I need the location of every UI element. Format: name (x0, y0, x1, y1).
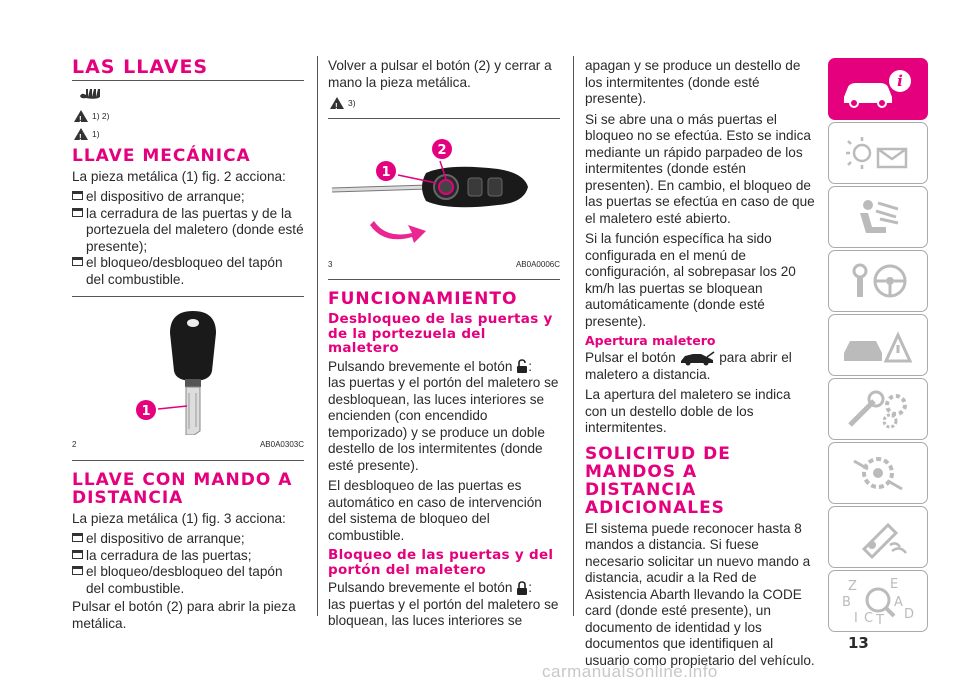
warning-row-1 (74, 108, 304, 125)
paragraph: Si la función específica ha sido configurada en el menú de configuración, al sobrepasar los 20 km/h las puertas se bloquean automáticamente (donde esté presente). (585, 231, 796, 329)
subheading-apertura-maletero: Apertura maletero (585, 333, 716, 348)
lock-icon (516, 581, 528, 596)
dashboard-lights-icon (838, 131, 918, 175)
callout-1: 1 (141, 404, 151, 419)
paragraph: Pulsar el botón para abrir el maletero a distancia. (585, 350, 792, 382)
warning-triangle-icon (838, 323, 918, 367)
subheading-bloqueo: Bloqueo de las puertas y del portón del maletero (328, 547, 554, 578)
paragraph: Pulsando brevemente el botón : las puertas y el portón del maletero se bloquean, las luces interiores se (328, 580, 559, 628)
list-item: el bloqueo/desbloqueo del tapón del combustible. (72, 255, 304, 288)
page-title: LAS LLAVES (72, 56, 209, 78)
tab-dashboard-lights[interactable] (828, 122, 928, 184)
page-number: 13 (848, 634, 869, 652)
multimedia-icon (838, 515, 918, 559)
index-letters-icon (838, 576, 918, 626)
section-heading-funcionamiento: FUNCIONAMIENTO (328, 289, 518, 309)
paragraph: La pieza metálica (1) fig. 3 acciona: (72, 510, 286, 526)
svg-text:i: i (897, 72, 903, 90)
specs-wrench-icon (838, 451, 918, 495)
bullet-icon (72, 533, 83, 542)
section-heading-llave-mecanica: LLAVE MECÁNICA (72, 145, 251, 166)
index-letter: D (904, 607, 915, 622)
key-steering-icon (838, 259, 918, 303)
warning-refs-2: 1) (92, 129, 100, 139)
title-rule (72, 80, 304, 81)
trunk-open-icon (679, 350, 715, 366)
figure-caption (328, 257, 560, 274)
paragraph: La apertura del maletero se indica con un destello doble de los intermitentes. (585, 387, 791, 435)
callout-1: 1 (381, 164, 391, 180)
car-info-icon (838, 67, 918, 111)
figure-2 (72, 303, 304, 435)
figure-rule-top (72, 296, 304, 297)
index-letter: E (890, 577, 899, 592)
index-letter: T (876, 613, 884, 626)
tab-car-info[interactable] (828, 58, 928, 120)
column-rule-2 (573, 56, 574, 616)
bullet-icon (72, 566, 83, 575)
remote-key-illustration (328, 125, 560, 255)
index-letter: C (864, 611, 874, 626)
figure-caption (72, 437, 304, 454)
warning-row-2 (74, 126, 304, 143)
paragraph: apagan y se produce un destello de los intermitentes (donde esté presente). (585, 58, 801, 106)
paragraph: La pieza metálica (1) fig. 2 acciona: (72, 168, 286, 184)
figure-code: AB0A0303C (259, 440, 304, 449)
list-item: el dispositivo de arranque; (72, 189, 304, 206)
paragraph: Si se abre una o más puertas el bloqueo no se efectúa. Esto se indica mediante un rápido parpadeo de los intermitentes (donde estén presenten). En cambio, el bloqueo de las puertas se efectúa en caso de que el maletero esté abierto. (585, 111, 815, 226)
tab-safety[interactable] (828, 186, 928, 248)
section-heading-solicitud: SOLICITUD DE MANDOS A DISTANCIA ADICIONALES (585, 443, 731, 518)
bullet-icon (72, 550, 83, 559)
airbag-seat-icon (838, 195, 918, 239)
warning-icon (74, 110, 88, 122)
figure-number: 3 (328, 259, 333, 269)
mechanical-key-illustration (72, 303, 304, 435)
figure-3 (328, 125, 560, 255)
index-letter: Z (848, 579, 857, 594)
manual-book-icon (78, 85, 304, 106)
figure-number: 2 (72, 440, 77, 449)
index-letter: I (854, 611, 858, 626)
tab-index[interactable] (828, 570, 928, 632)
tab-emergency[interactable] (828, 314, 928, 376)
figure-code: AB0A0006C (515, 259, 560, 269)
paragraph: Pulsar el botón (2) para abrir la pieza metálica. (72, 599, 296, 631)
paragraph: Pulsando brevemente el botón : las puertas y el portón del maletero se desbloquean, las luces interiores se encienden (con encendido temporizado) y se produce un doble destello de los intermitentes (donde esté presente). (328, 358, 559, 473)
paragraph: El sistema puede reconocer hasta 8 mandos a distancia. Si fuese necesario solicitar un nuevo mando a distancia, acudir a la Red de Asistencia Abarth llevando la CODE card (donde esté presente), un documento de identidad y los documentos que identifiquen al usuario como propietario del vehículo. (585, 520, 815, 668)
index-letter: A (894, 595, 903, 610)
paragraph: El desbloqueo de las puertas es automático en caso de intervención del sistema de bloqueo del combustible. (328, 478, 542, 543)
index-letter: B (842, 595, 851, 610)
column-1 (72, 58, 304, 636)
subheading-desbloqueo: Desbloqueo de las puertas y de la portezuela del maletero (328, 311, 553, 356)
list-item: la cerradura de las puertas y de la portezuela del maletero (donde esté presente); (72, 206, 304, 256)
warning-icon (74, 128, 88, 140)
unlock-icon (516, 359, 528, 374)
warning-icon (330, 97, 344, 109)
list-item: la cerradura de las puertas; (72, 548, 304, 565)
column-rule-1 (317, 56, 318, 616)
figure-rule-top (328, 118, 560, 119)
tab-multimedia[interactable] (828, 506, 928, 568)
tab-starting-driving[interactable] (828, 250, 928, 312)
column-2 (328, 58, 560, 634)
paragraph: Volver a pulsar el botón (2) y cerrar a mano la pieza metálica. (328, 58, 552, 90)
figure-rule-bottom (72, 460, 304, 461)
warning-refs-1: 1) 2) (92, 110, 110, 121)
list-item: el dispositivo de arranque; (72, 531, 304, 548)
figure-rule-bottom (328, 279, 560, 280)
wrench-gears-icon (838, 387, 918, 431)
section-heading-llave-mando: LLAVE CON MANDO A DISTANCIA (72, 469, 293, 508)
warning-row (330, 95, 560, 112)
watermark: carmanualsonline.info (542, 662, 718, 681)
callout-2: 2 (437, 142, 447, 158)
bullet-icon (72, 208, 83, 217)
warning-refs: 3) (348, 98, 356, 108)
bullet-icon (72, 257, 83, 266)
bullet-icon (72, 191, 83, 200)
column-3 (585, 58, 815, 673)
list-item: el bloqueo/desbloqueo del tapón del combustible. (72, 564, 304, 597)
tab-maintenance[interactable] (828, 378, 928, 440)
tab-technical-data[interactable] (828, 442, 928, 504)
